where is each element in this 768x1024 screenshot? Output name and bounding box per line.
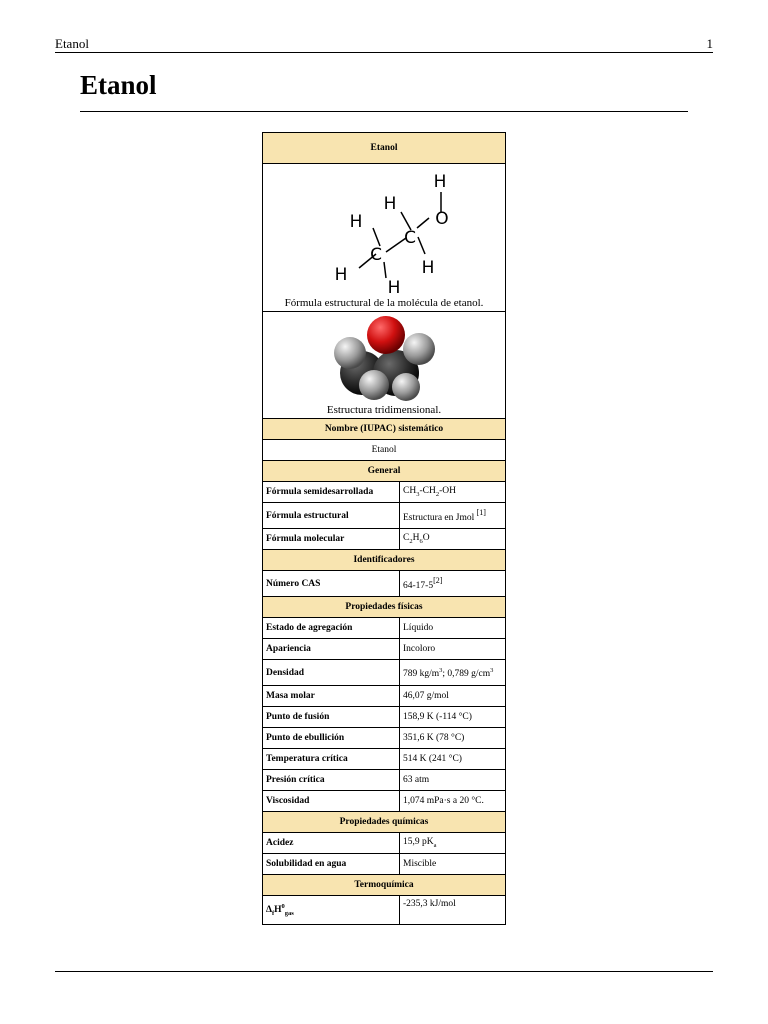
value-molecular: $C_2H_6O$ (400, 529, 506, 550)
label-densidad: Densidad (263, 660, 400, 686)
space-filling-cell (263, 312, 506, 419)
section-fisicas: Propiedades físicas (263, 597, 506, 618)
atom-h: H (334, 265, 348, 285)
atom-h: H (421, 258, 435, 278)
value-enthalpy: -235,3 kJ/mol (400, 896, 506, 925)
header-title: Etanol (55, 36, 89, 51)
jmol-link[interactable]: Estructura en Jmol (403, 513, 477, 523)
label-masa-molar: Masa molar (263, 686, 400, 707)
value-estado: Líquido (400, 618, 506, 639)
page-title: Etanol (80, 70, 157, 100)
infobox-title: Etanol (263, 133, 506, 164)
label-semidesarrollada: Fórmula semidesarrollada (263, 482, 400, 503)
label-cas: Número CAS (263, 571, 400, 597)
atom-c: C (404, 228, 416, 248)
label-fusion: Punto de fusión (263, 707, 400, 728)
label-apariencia: Apariencia (263, 639, 400, 660)
reference-link[interactable]: [2] (433, 576, 443, 585)
label-estado: Estado de agregación (263, 618, 400, 639)
iupac-name: Etanol (263, 440, 506, 461)
label-enthalpy: $\Delta_fH^0_{gas}$ (263, 896, 400, 925)
label-viscosidad: Viscosidad (263, 791, 400, 812)
value-fusion: 158,9 K (-114 °C) (400, 707, 506, 728)
atom-o: O (435, 209, 449, 229)
atom-h: H (387, 278, 401, 296)
value-viscosidad: 1,074 mPa·s a 20 °C. (400, 791, 506, 812)
atom-h: H (383, 194, 397, 214)
atom-c: C (370, 245, 382, 265)
value-ebullicion: 351,6 K (78 °C) (400, 728, 506, 749)
structural-caption: Fórmula estructural de la molécula de etanol. (284, 297, 484, 309)
page-number: 1 (706, 36, 713, 51)
structural-formula-cell (263, 164, 506, 312)
value-semidesarrollada: $CH_3-CH_2-OH$ (400, 482, 506, 503)
label-presion-critica: Presión crítica (263, 770, 400, 791)
value-acidez: 15,9 $pK_a$ (400, 833, 506, 854)
footer-divider (55, 971, 713, 972)
section-quimicas: Propiedades químicas (263, 812, 506, 833)
reference-link[interactable]: [1] (476, 508, 486, 517)
section-termoquimica: Termoquímica (263, 875, 506, 896)
value-temp-critica: 514 K (241 °C) (400, 749, 506, 770)
label-acidez: Acidez (263, 833, 400, 854)
label-estructural: Fórmula estructural (263, 503, 400, 529)
value-solubilidad: Miscible (400, 854, 506, 875)
label-molecular: Fórmula molecular (263, 529, 400, 550)
value-densidad: 789 $kg/m^3$; 0,789 $g/cm^3$ (400, 660, 506, 686)
model-caption: Estructura tridimensional. (326, 404, 442, 416)
chemical-infobox (262, 132, 506, 925)
section-identificadores: Identificadores (263, 550, 506, 571)
structural-formula-image (304, 166, 464, 296)
space-filling-model-image (324, 315, 444, 403)
label-temp-critica: Temperatura crítica (263, 749, 400, 770)
section-general: General (263, 461, 506, 482)
value-presion-critica: 63 atm (400, 770, 506, 791)
value-estructural (400, 503, 506, 529)
running-header (55, 36, 713, 53)
title-divider (80, 111, 688, 112)
label-solubilidad: Solubilidad en agua (263, 854, 400, 875)
value-masa-molar: 46,07 g/mol (400, 686, 506, 707)
section-iupac: Nombre (IUPAC) sistemático (263, 419, 506, 440)
atom-h: H (349, 212, 363, 232)
value-cas: 64-17-5[2] (400, 571, 506, 597)
atom-h: H (433, 172, 447, 192)
value-apariencia: Incoloro (400, 639, 506, 660)
label-ebullicion: Punto de ebullición (263, 728, 400, 749)
